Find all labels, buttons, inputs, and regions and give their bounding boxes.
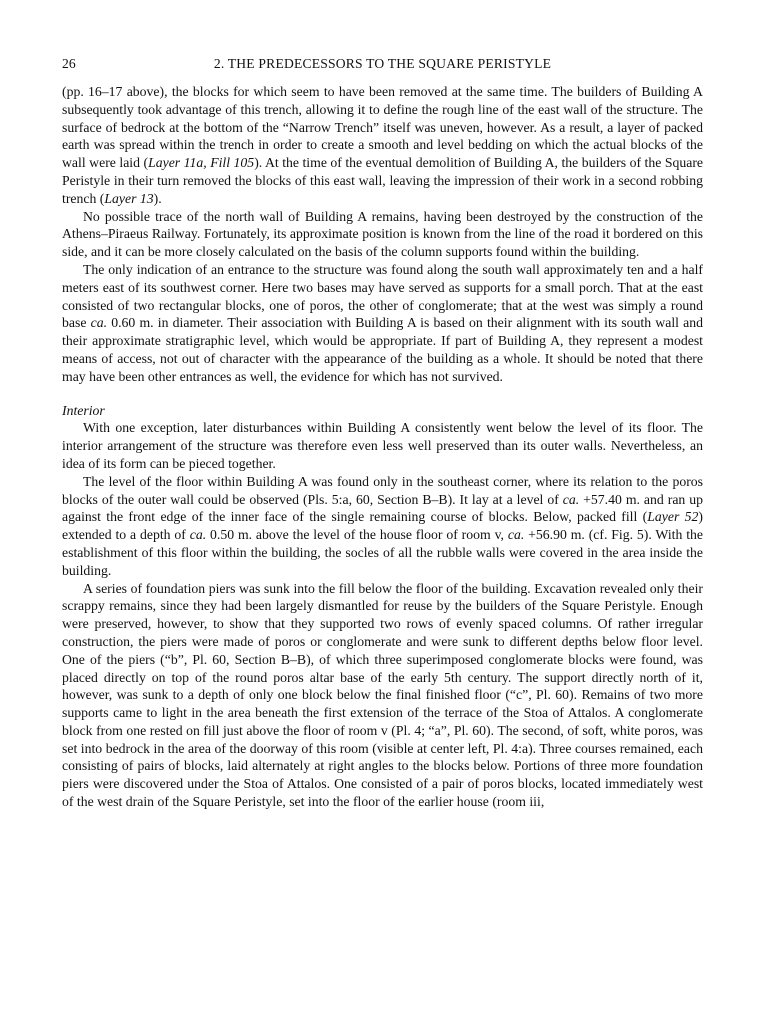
layer-reference: Layer 52 xyxy=(647,509,699,525)
paragraph-floor-level: The level of the floor within Building A was found only in the southeast corner, where its relation to the poros blocks of the outer wall could be observed (Pls. 5:a, 60, Section B–B). It lay at a level of ca. +57.40 m. and ran up against the front edge of the inner face of the single remaining course of blocks. Below, packed fill (Layer 52) extended to a depth of ca. 0.50 m. above the level of the house floor of room v, ca. +56.90 m. (cf. Fig. 5). With the establishment of this floor within the building, the socles of all the rubble walls were covered in the area inside the building. xyxy=(62,473,704,578)
page-number: 26 xyxy=(62,56,76,71)
paragraph-north-wall: No possible trace of the north wall of Building A remains, having been destroyed by the construction of the Athens–Piraeus Railway. Fortunately, its approximate position is known from the line of the road it bordered on this side, and it can be more closely calculated on the basis of the column supports found within the building. xyxy=(62,208,703,260)
paragraph-east-wall: (pp. 16–17 above), the blocks for which seem to have been removed at the same time. The builders of Building A subsequently took advantage of this trench, allowing it to define the rough line of the east wall of the structure. The surface of bedrock at the bottom of the “Narrow Trench” itself was uneven, however. As a result, a layer of packed earth was spread within the trench in order to create a smooth and level bedding on which the actual blocks of the wall were laid (Layer 11a, Fill 105). At the time of the eventual demolition of Building A, the builders of the Square Peristyle in their turn removed the blocks of this east wall, leaving the impression of their work in a second robbing trench (Layer 13). xyxy=(62,84,704,206)
layer-reference: Layer 13 xyxy=(104,190,154,206)
section-heading-interior: Interior xyxy=(62,402,105,418)
page xyxy=(62,56,703,811)
chapter-title: 2. THE PREDECESSORS TO THE SQUARE PERISTYLE xyxy=(213,56,552,71)
body-text xyxy=(62,83,703,811)
running-head xyxy=(62,56,703,74)
paragraph-foundation-piers: A series of foundation piers was sunk into the fill below the floor of the building. Excavation revealed only their scrappy remains, since they had been largely dismantled for reuse by the builders of the Square Peristyle. Enough were preserved, however, to show that they supported two rows of evenly spaced columns. Of rather irregular construction, the piers were made of poros or conglomerate and were sunk to different depths below floor level. One of the piers (“b”, Pl. 60, Section B–B), of which three superimposed conglomerate blocks were found, was placed directly on top of the round poros altar base of the early 5th century. The support directly north of it, however, was sunk to a depth of only one block below the final finished floor (“c”, Pl. 60). Remains of two more supports came to light in the area beneath the first extension of the terrace of the Stoa of Attalos. A conglomerate block from one rested on fill just above the floor of room v (Pl. 4; “a”, Pl. 60). The second, of soft, white poros, was set into bedrock in the area of the doorway of this room (visible at center left, Pl. 4:a). Three courses remained, each consisting of pairs of blocks, laid alternately at right angles to the blocks below. Portions of three more foundation piers were discovered under the Stoa of Attalos. One consisted of a pair of poros blocks, located immediately west of the west drain of the Square Peristyle, set into the floor of the earlier house (room iii, xyxy=(62,580,703,810)
layer-reference: Layer 11a, Fill 105 xyxy=(148,155,255,171)
paragraph-entrance: The only indication of an entrance to the structure was found along the south wall approximately ten and a half meters east of its southwest corner. Here two bases may have served as supports for a small porch. That at the east consisted of two rectangular blocks, one of poros, the other of conglomerate; that at the west was simply a round base ca. 0.60 m. in diameter. Their association with Building A is based on their alignment with its south wall and their approximate stratigraphic level, which would be appropriate. If part of Building A, they represent a modest means of access, not out of character with the appearance of the building as a whole. It should be noted that there may have been other entrances as well, the evidence for which has not survived. xyxy=(62,261,704,384)
paragraph-interior-intro: With one exception, later disturbances within Building A consistently went below the level of its floor. The interior arrangement of the structure was therefore even less well preserved than its outer walls. Nevertheless, an idea of its form can be pieced together. xyxy=(62,420,703,471)
